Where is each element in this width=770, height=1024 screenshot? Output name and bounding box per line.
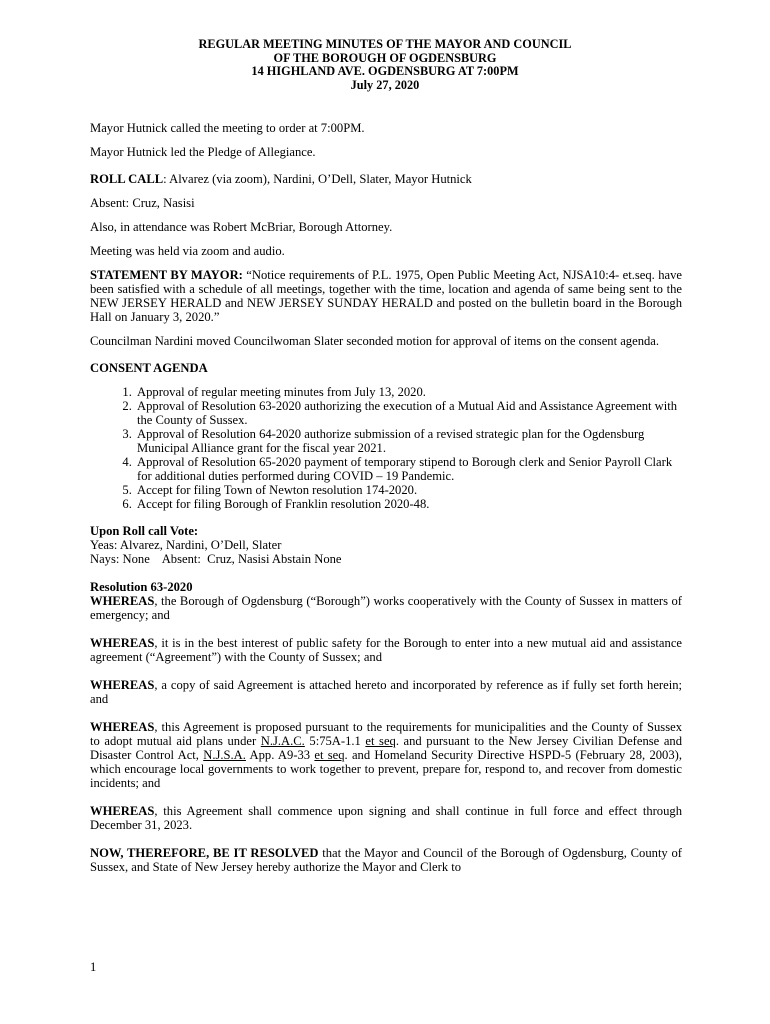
whereas-text: . and pursuant to the New Jersey Civilian Defense and Disaster Control Act, [90, 734, 682, 762]
resolution-title: Resolution 63-2020 [90, 580, 193, 594]
header-date: July 27, 2020 [350, 77, 420, 92]
roll-call-label: ROLL CALL [90, 172, 164, 186]
whereas-text: , a copy of said Agreement is attached hereto and incorporated by reference as if fully set forth herein; and [90, 678, 682, 706]
document-body [90, 121, 682, 874]
roll-call-members: : Alvarez (via zoom), Nardini, O’Dell, Slater, Mayor Hutnick [163, 172, 472, 186]
et-seq-citation: et seq [314, 748, 345, 762]
list-item: 4. Approval of Resolution 65-2020 payment of temporary stipend to Borough clerk and Senior Payroll Clark for additional duties performed during COVID – 19 Pandemic. [135, 455, 682, 483]
whereas-text: App. A9-33 [245, 748, 315, 762]
whereas-text: , this Agreement shall commence upon signing and shall continue in full force and effect through December 31, 2023. [90, 804, 682, 832]
whereas-clause-4 [90, 720, 682, 790]
whereas-text: , it is in the best interest of public safety for the Borough to enter into a new mutual aid and assistance agreement (“Agreement”) with the County of Sussex; and [90, 636, 682, 664]
list-item: 5. Accept for filing Town of Newton resolution 174-2020. [135, 483, 682, 497]
resolved-text: that the Mayor and Council of the Borough of Ogdensburg, County of Sussex, and State of New Jersey hereby authorize the Mayor and Clerk to [90, 846, 682, 874]
resolved-clause [90, 846, 682, 874]
whereas-text: 5:75A-1.1 [304, 734, 366, 748]
roll-call-vote-title: Upon Roll call Vote: [90, 524, 199, 538]
whereas-keyword: WHEREAS [90, 720, 155, 734]
document-header [90, 38, 680, 92]
pledge: Mayor Hutnick led the Pledge of Allegiance. [90, 145, 316, 159]
et-seq-citation: et seq [365, 734, 396, 748]
njsa-citation: N.J.S.A. [203, 748, 246, 762]
vote-yeas: Yeas: Alvarez, Nardini, O’Dell, Slater [90, 538, 282, 552]
consent-agenda-list [90, 385, 682, 511]
whereas-keyword: WHEREAS [90, 678, 155, 692]
list-item: 3. Approval of Resolution 64-2020 authorize submission of a revised strategic plan for the Ogdensburg Municipal Alliance grant for the fiscal year 2021. [135, 427, 682, 455]
header-title-line-2: OF THE BOROUGH OF OGDENSBURG [273, 50, 497, 65]
whereas-keyword: WHEREAS [90, 636, 155, 650]
list-item: 2. Approval of Resolution 63-2020 authorizing the execution of a Mutual Aid and Assistance Agreement with the County of Sussex. [135, 399, 682, 427]
mayor-statement-label: STATEMENT BY MAYOR: [90, 268, 243, 282]
whereas-clause-3 [90, 678, 682, 706]
meeting-mode: Meeting was held via zoom and audio. [90, 244, 285, 258]
absent-members: Absent: Cruz, Nasisi [90, 196, 195, 210]
resolved-keyword: NOW, THEREFORE, BE IT RESOLVED [90, 846, 319, 860]
mayor-statement [90, 268, 682, 324]
consent-motion: Councilman Nardini moved Councilwoman Slater seconded motion for approval of items on the consent agenda. [90, 334, 660, 348]
whereas-text: . and Homeland Security Directive HSPD-5 (February 28, 2003), which encourage local governments to work together to prevent, prepare for, respond to, and recover from domestic incidents; and [90, 748, 682, 790]
header-address: 14 HIGHLAND AVE. OGDENSBURG AT 7:00PM [251, 64, 519, 79]
call-to-order: Mayor Hutnick called the meeting to order at 7:00PM. [90, 121, 365, 135]
list-item: 1. Approval of regular meeting minutes from July 13, 2020. [135, 385, 682, 399]
roll-call [90, 172, 682, 186]
whereas-text: , the Borough of Ogdensburg (“Borough”) works cooperatively with the County of Sussex in matters of emergency; and [90, 594, 682, 622]
njac-citation: N.J.A.C. [260, 734, 305, 748]
whereas-clause-1 [90, 594, 682, 622]
list-item: 6. Accept for filing Borough of Franklin resolution 2020-48. [135, 497, 682, 511]
page-number: 1 [90, 960, 97, 974]
header-title-line-1: REGULAR MEETING MINUTES OF THE MAYOR AND COUNCIL [198, 37, 572, 51]
whereas-keyword: WHEREAS [90, 594, 155, 608]
attendance: Also, in attendance was Robert McBriar, Borough Attorney. [90, 220, 393, 234]
whereas-text: , this Agreement is proposed pursuant to the requirements for municipalities and the County of Sussex to adopt mutual aid plans under [90, 720, 682, 748]
consent-agenda-title: CONSENT AGENDA [90, 361, 208, 375]
whereas-keyword: WHEREAS [90, 804, 155, 818]
mayor-statement-text: “Notice requirements of P.L. 1975, Open Public Meeting Act, NJSA10:4- et.seq. have been satisfied with a schedule of all meetings, together with the time, location and agenda of same being sent to the NEW JERSEY HERALD and NEW JERSEY SUNDAY HERALD and posted on the bulletin board in the Borough Hall on January 3, 2020.” [90, 268, 682, 324]
whereas-clause-5 [90, 804, 682, 832]
vote-nays-absent: Nays: None Absent: Cruz, Nasisi Abstain None [90, 552, 342, 566]
whereas-clause-2 [90, 636, 682, 664]
